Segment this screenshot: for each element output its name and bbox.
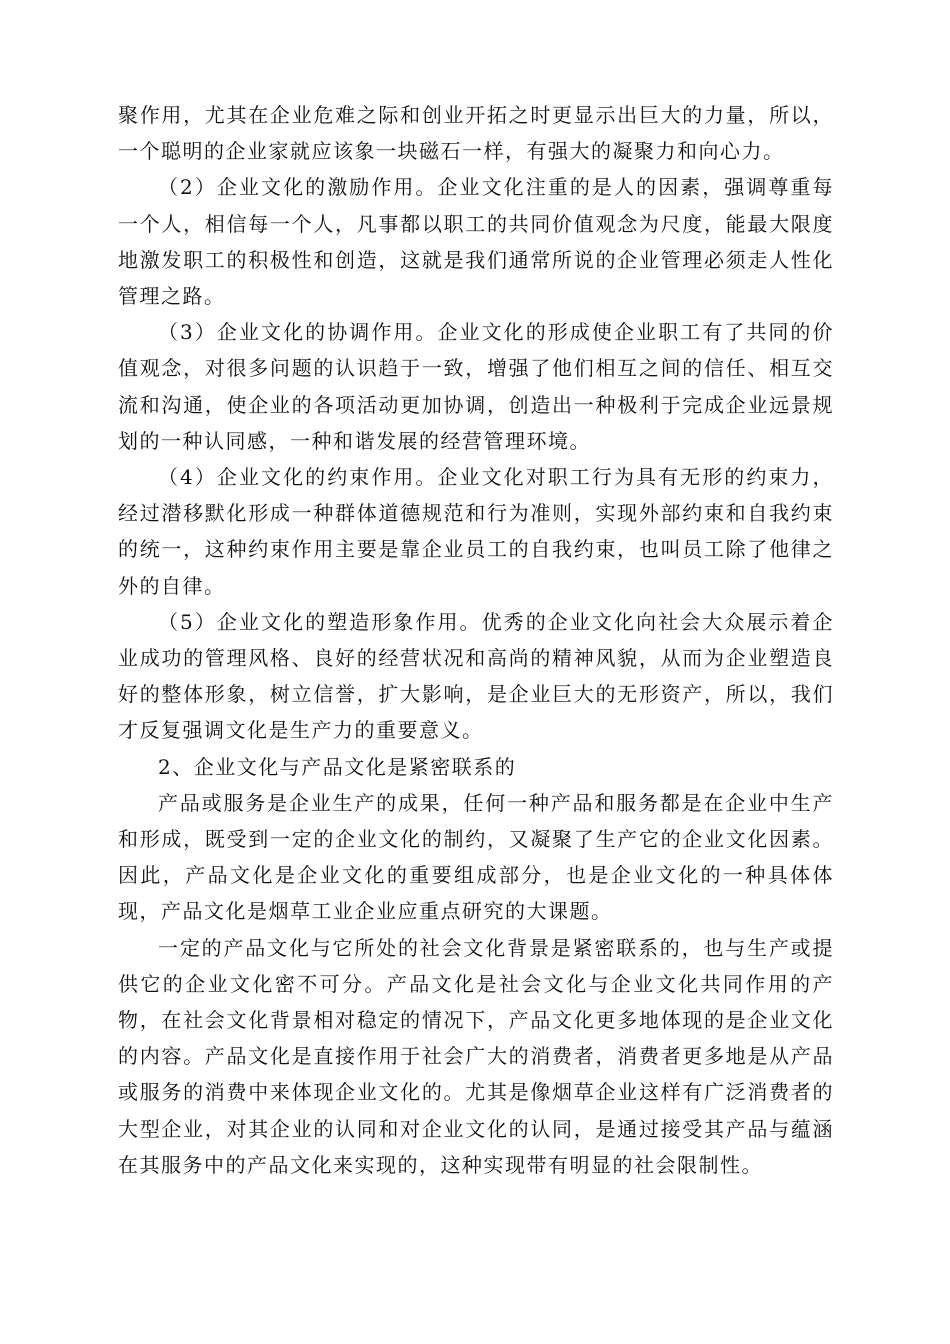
paragraph-coordination-function: （3）企业文化的协调作用。企业文化的形成使企业职工有了共同的价值观念，对很多问题的认识趋于一致，增强了他们相互之间的信任、相互交流和沟通，使企业的各项活动更加协调，创造出一种极利于完成企业远景规划的一种认同感，一种和谐发展的经营管理环境。	[118, 320, 834, 453]
paragraph-incentive-function: （2）企业文化的激励作用。企业文化注重的是人的因素，强调尊重每一个人，相信每一个人，凡事都以职工的共同价值观念为尺度，能最大限度地激发职工的积极性和创造，这就是我们通常所说的企业管理必须走人性化管理之路。	[118, 175, 834, 309]
paragraph-product-service: 产品或服务是企业生产的成果，任何一种产品和服务都是在企业中生产和形成，既受到一定的企业文化的制约，又凝聚了生产它的企业文化因素。因此，产品文化是企业文化的重要组成部分，也是企业文化的一种具体体现，产品文化是烟草工业企业应重点研究的大课题。	[118, 790, 834, 924]
paragraph-image-function: （5）企业文化的塑造形象作用。优秀的企业文化向社会大众展示着企业成功的管理风格、良好的经营状况和高尚的精神风貌，从而为企业塑造良好的整体形象，树立信誉，扩大影响，是企业巨大的无形资产，所以，我们才反复强调文化是生产力的重要意义。	[118, 609, 834, 743]
document-body	[118, 97, 834, 1183]
paragraph-continuation: 聚作用，尤其在企业危难之际和创业开拓之时更显示出巨大的力量，所以，一个聪明的企业家就应该象一块磁石一样，有强大的凝聚力和向心力。	[118, 103, 834, 164]
paragraph-product-culture: 一定的产品文化与它所处的社会文化背景是紧密联系的，也与生产或提供它的企业文化密不可分。产品文化是社会文化与企业文化共同作用的产物，在社会文化背景相对稳定的情况下，产品文化更多地体现的是企业文化的内容。产品文化是直接作用于社会广大的消费者，消费者更多地是从产品或服务的消费中来体现企业文化的。尤其是像烟草企业这样有广泛消费者的大型企业，对其企业的认同和对企业文化的认同，是通过接受其产品与蕴涵在其服务中的产品文化来实现的，这种实现带有明显的社会限制性。	[118, 935, 834, 1177]
paragraph-constraint-function: （4）企业文化的约束作用。企业文化对职工行为具有无形的约束力，经过潜移默化形成一种群体道德规范和行为准则，实现外部约束和自我约束的统一，这种约束作用主要是靠企业员工的自我约束，也叫员工除了他律之外的自律。	[118, 465, 834, 598]
section-heading: 2、企业文化与产品文化是紧密联系的	[158, 754, 517, 779]
